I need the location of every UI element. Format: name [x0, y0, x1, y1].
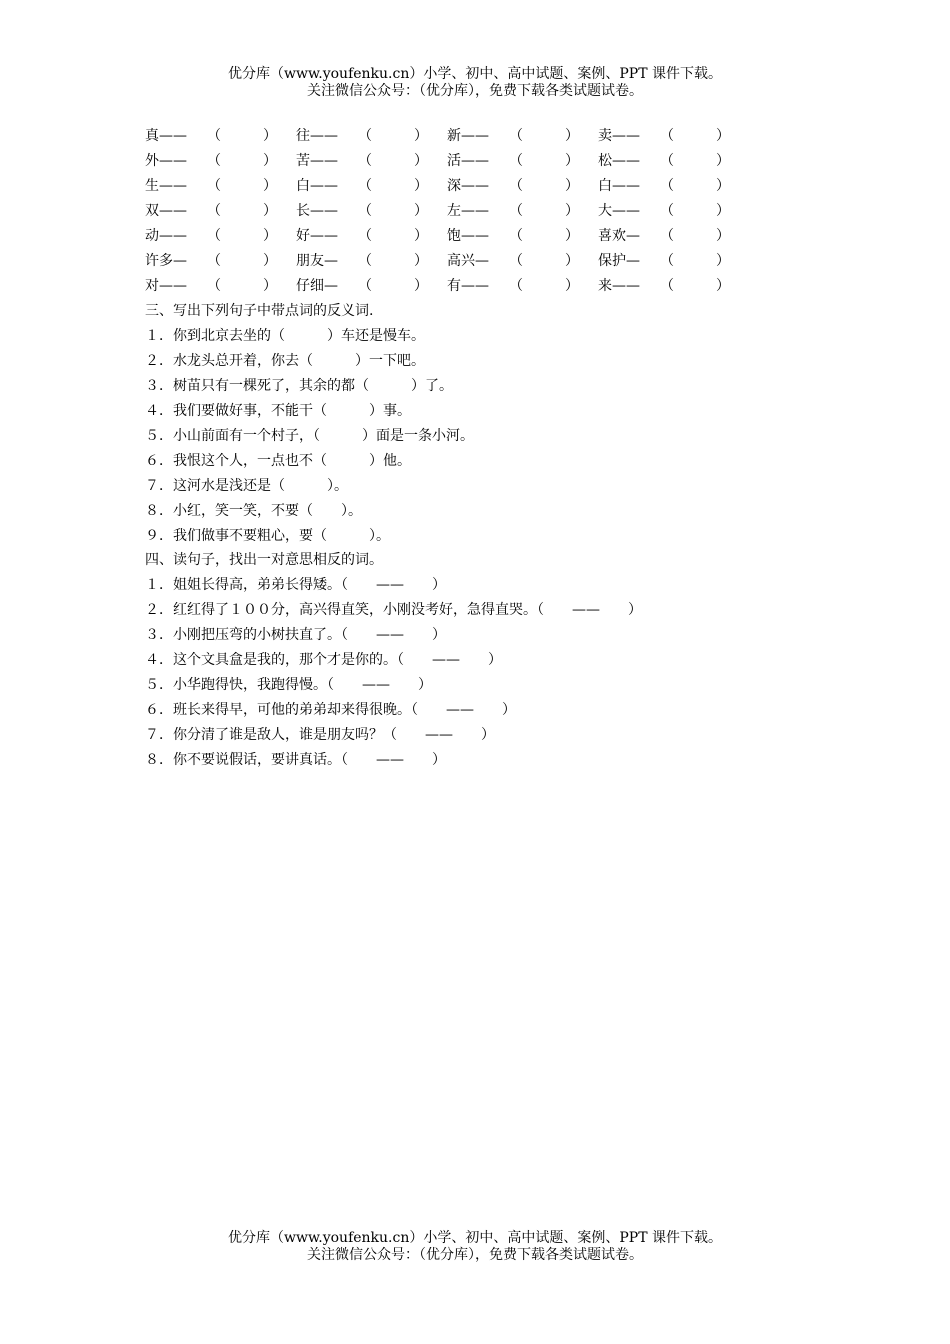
answer-paren-close: ）: [565, 228, 579, 244]
header-line-1: 优分库（www.youfenku.cn）小学、初中、高中试题、案例、PPT 课件下载。: [227, 66, 722, 82]
word-grid-cell: [447, 151, 579, 171]
word-label: 朋友—: [296, 253, 338, 269]
word-label: 深——: [447, 178, 489, 194]
answer-paren-close: ）: [263, 253, 277, 269]
answer-paren-close: ）: [565, 253, 579, 269]
answer-paren-open: （: [358, 203, 372, 219]
word-grid-cell: [145, 176, 277, 196]
answer-paren-open: （: [358, 278, 372, 294]
word-grid-cell: [145, 151, 277, 171]
answer-paren-close: ）: [263, 278, 277, 294]
word-label: 仔细—: [296, 278, 338, 294]
word-label: 动——: [145, 228, 187, 244]
word-label: 苦——: [296, 153, 338, 169]
answer-paren-close: ）: [565, 153, 579, 169]
word-grid-cell: [296, 126, 428, 146]
answer-paren-close: ）: [414, 253, 428, 269]
word-label: 左——: [447, 203, 489, 219]
answer-paren-open: （: [358, 153, 372, 169]
answer-paren-close: ）: [716, 153, 730, 169]
answer-paren-close: ）: [716, 278, 730, 294]
word-label: 对——: [145, 278, 187, 294]
answer-paren-close: ）: [716, 178, 730, 194]
word-grid-cell: [296, 276, 428, 296]
answer-paren-open: （: [660, 253, 674, 269]
word-grid-cell: [145, 201, 277, 221]
answer-paren-close: ）: [565, 178, 579, 194]
answer-paren-open: （: [358, 128, 372, 144]
word-label: 高兴—: [447, 253, 489, 269]
word-label: 卖——: [598, 128, 640, 144]
word-grid-cell: [145, 126, 277, 146]
word-label: 白——: [296, 178, 338, 194]
word-label: 往——: [296, 128, 338, 144]
answer-paren-open: （: [509, 153, 523, 169]
answer-paren-open: （: [358, 178, 372, 194]
word-label: 松——: [598, 153, 640, 169]
answer-paren-open: （: [509, 253, 523, 269]
answer-paren-open: （: [207, 253, 221, 269]
answer-paren-open: （: [509, 178, 523, 194]
section-4-title: 四、读句子，找出一对意思相反的词。: [145, 552, 383, 568]
word-grid-cell: [598, 276, 730, 296]
page-footer: [0, 1230, 950, 1264]
word-grid-cell: [447, 126, 579, 146]
section-4-item: ３．小刚把压弯的小树扶直了。（ —— ）: [145, 627, 446, 643]
answer-paren-open: （: [207, 278, 221, 294]
word-label: 双——: [145, 203, 187, 219]
word-grid-cell: [447, 201, 579, 221]
answer-paren-close: ）: [263, 203, 277, 219]
word-grid-cell: [296, 151, 428, 171]
word-label: 饱——: [447, 228, 489, 244]
header-line-2: 关注微信公众号：（优分库），免费下载各类试题试卷。: [307, 83, 643, 99]
word-grid-cell: [598, 226, 730, 246]
word-grid-cell: [447, 251, 579, 271]
section-4-item: １．姐姐长得高，弟弟长得矮。（ —— ）: [145, 577, 446, 593]
word-grid-cell: [598, 251, 730, 271]
answer-paren-close: ）: [414, 178, 428, 194]
section-4-item: ６．班长来得早，可他的弟弟却来得很晚。（ —— ）: [145, 702, 516, 718]
word-label: 好——: [296, 228, 338, 244]
answer-paren-close: ）: [716, 128, 730, 144]
word-grid-cell: [296, 226, 428, 246]
answer-paren-open: （: [509, 228, 523, 244]
section-3-item: １．你到北京去坐的（ ）车还是慢车。: [145, 328, 425, 344]
answer-paren-close: ）: [263, 228, 277, 244]
answer-paren-open: （: [660, 153, 674, 169]
word-grid-cell: [598, 176, 730, 196]
answer-paren-open: （: [660, 278, 674, 294]
word-label: 长——: [296, 203, 338, 219]
word-label: 许多—: [145, 253, 187, 269]
answer-paren-close: ）: [565, 278, 579, 294]
section-4-item: ５．小华跑得快，我跑得慢。（ —— ）: [145, 677, 432, 693]
answer-paren-open: （: [660, 128, 674, 144]
word-grid-cell: [447, 226, 579, 246]
word-label: 外——: [145, 153, 187, 169]
section-4-item: ７．你分清了谁是敌人，谁是朋友吗？（ —— ）: [145, 727, 495, 743]
word-grid-cell: [598, 126, 730, 146]
word-grid-cell: [447, 276, 579, 296]
section-3-item: ６．我恨这个人，一点也不（ ）他。: [145, 453, 411, 469]
word-label: 白——: [598, 178, 640, 194]
section-3-item: ７．这河水是浅还是（ ）。: [145, 478, 348, 494]
word-grid-cell: [447, 176, 579, 196]
word-grid-cell: [145, 276, 277, 296]
section-3-item: ９．我们做事不要粗心，要（ ）。: [145, 528, 390, 544]
word-grid-cell: [296, 201, 428, 221]
section-4-item: ２．红红得了１００分，高兴得直笑，小刚没考好，急得直哭。（ —— ）: [145, 602, 642, 618]
answer-paren-close: ）: [716, 203, 730, 219]
answer-paren-close: ）: [716, 253, 730, 269]
answer-paren-close: ）: [414, 278, 428, 294]
word-label: 生——: [145, 178, 187, 194]
answer-paren-open: （: [509, 128, 523, 144]
answer-paren-open: （: [207, 178, 221, 194]
answer-paren-open: （: [207, 128, 221, 144]
word-grid-cell: [598, 201, 730, 221]
page-header: [0, 66, 950, 100]
answer-paren-open: （: [358, 253, 372, 269]
footer-line-1: 优分库（www.youfenku.cn）小学、初中、高中试题、案例、PPT 课件下载。: [227, 1230, 722, 1246]
answer-paren-close: ）: [263, 153, 277, 169]
section-3-item: ２．水龙头总开着，你去（ ）一下吧。: [145, 353, 425, 369]
word-label: 有——: [447, 278, 489, 294]
word-label: 活——: [447, 153, 489, 169]
section-4-item: ４．这个文具盒是我的，那个才是你的。（ —— ）: [145, 652, 502, 668]
answer-paren-close: ）: [716, 228, 730, 244]
answer-paren-open: （: [660, 203, 674, 219]
answer-paren-close: ）: [263, 128, 277, 144]
section-3-item: ３．树苗只有一棵死了，其余的都（ ）了。: [145, 378, 453, 394]
answer-paren-open: （: [207, 153, 221, 169]
word-label: 新——: [447, 128, 489, 144]
answer-paren-close: ）: [565, 203, 579, 219]
word-label: 来——: [598, 278, 640, 294]
section-3-item: ４．我们要做好事，不能干（ ）事。: [145, 403, 411, 419]
word-label: 真——: [145, 128, 187, 144]
answer-paren-close: ）: [414, 153, 428, 169]
answer-paren-open: （: [509, 203, 523, 219]
answer-paren-close: ）: [263, 178, 277, 194]
word-grid-cell: [598, 151, 730, 171]
word-grid-cell: [296, 176, 428, 196]
answer-paren-close: ）: [414, 228, 428, 244]
answer-paren-open: （: [207, 203, 221, 219]
section-3-item: ８．小红，笑一笑，不要（ ）。: [145, 503, 362, 519]
section-4-item: ８．你不要说假话，要讲真话。（ —— ）: [145, 752, 446, 768]
answer-paren-open: （: [509, 278, 523, 294]
section-3-title: 三、写出下列句子中带点词的反义词.: [145, 303, 374, 319]
word-label: 保护—: [598, 253, 640, 269]
word-grid-cell: [296, 251, 428, 271]
footer-line-2: 关注微信公众号：（优分库），免费下载各类试题试卷。: [307, 1247, 643, 1263]
section-3-item: ５．小山前面有一个村子，（ ）面是一条小河。: [145, 428, 474, 444]
answer-paren-close: ）: [414, 203, 428, 219]
word-grid-cell: [145, 226, 277, 246]
answer-paren-open: （: [660, 228, 674, 244]
answer-paren-open: （: [358, 228, 372, 244]
word-grid-cell: [145, 251, 277, 271]
answer-paren-open: （: [660, 178, 674, 194]
answer-paren-open: （: [207, 228, 221, 244]
word-label: 喜欢—: [598, 228, 640, 244]
answer-paren-close: ）: [565, 128, 579, 144]
word-label: 大——: [598, 203, 640, 219]
answer-paren-close: ）: [414, 128, 428, 144]
